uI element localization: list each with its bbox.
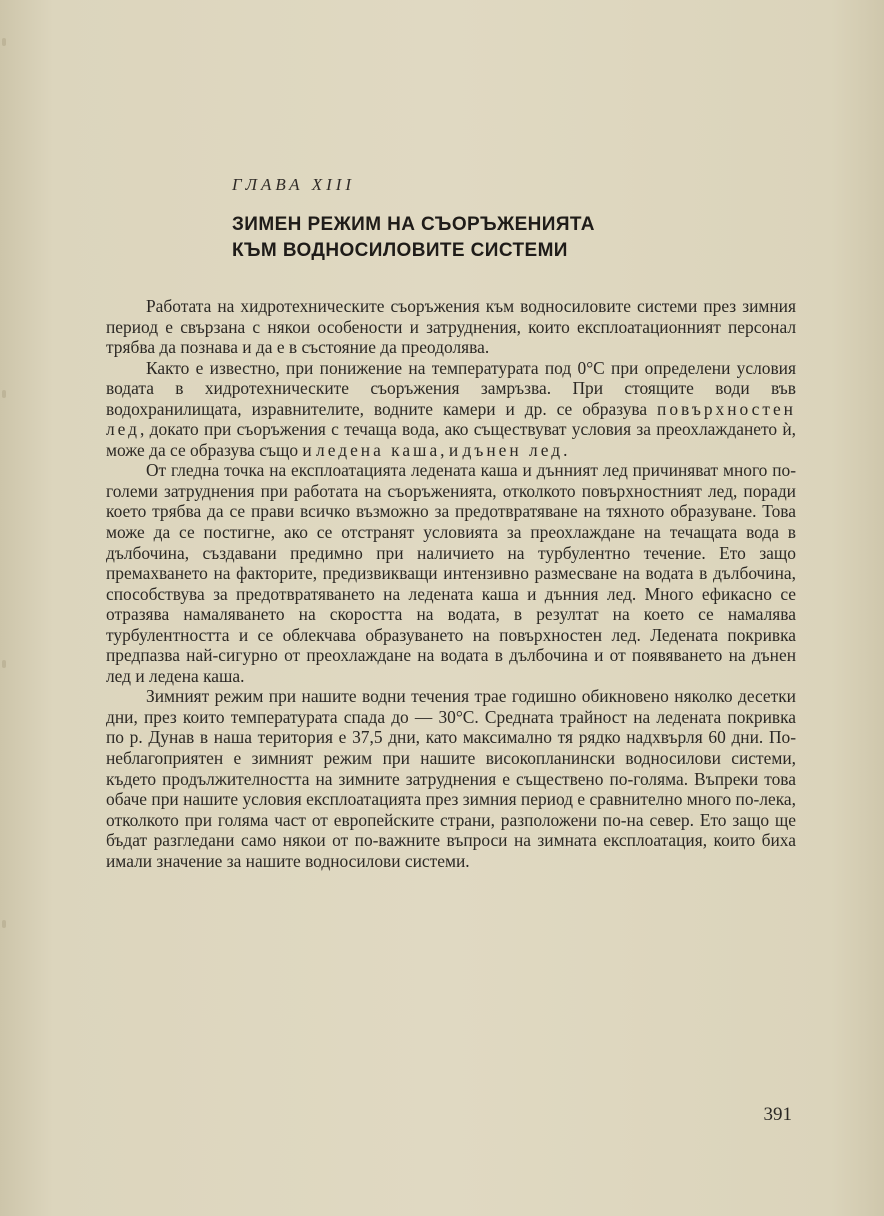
body-text [106, 296, 796, 871]
chapter-title-line-1: ЗИМЕН РЕЖИМ НА СЪОРЪЖЕНИЯТА [232, 214, 595, 235]
chapter-label: ГЛАВА XIII [232, 175, 356, 194]
paragraph-2-text: Както е известно, при понижение на температурата под 0°С при определени условия водата в хидротехническите съоръжения замръзва. При стоящите води във водохранилищата, изравнителите, водните камери и др. се образува [106, 357, 796, 419]
paragraph-2 [106, 358, 796, 461]
margin-mark [2, 38, 6, 46]
paragraph-1: Работата на хидротехническите съоръжения към водносиловите системи през зимния период е свързана с някои особености и затруднения, които експлоатационният персонал трябва да познава и да е в състояние да преодолява. [106, 296, 796, 358]
term-frazil-ice: ледена каша [316, 439, 441, 460]
paragraph-4: Зимният режим при нашите водни течения трае годишно обикновено няколко десетки дни, през които температурата спада до — 30°С. Средната трайност на ледената покривка по р. Дунав в наша територия е 37,5 дни, като максимално тя рядко надхвърля 60 дни. По-неблагоприятен е зимният режим при нашите високопланински водносилови системи, където продължителността на зимните затруднения е съществено по-голяма. Въпреки това обаче при нашите условия експлоатацията през зимния период е сравнително много по-лека, отколкото при голяма част от европейските страни, разположени по-на север. Ето защо ще бъдат разгледани само някои от по-важните въпроси на зимната експлоатация, които биха имали значение за нашите водносилови системи. [106, 686, 796, 871]
chapter-title-line-2: КЪМ ВОДНОСИЛОВИТЕ СИСТЕМИ [232, 240, 568, 261]
page-number: 391 [763, 1104, 792, 1125]
margin-mark [2, 920, 6, 928]
term-anchor-ice: дънен лед [462, 439, 564, 460]
chapter-title [232, 212, 712, 264]
paragraph-2-text: . [563, 439, 568, 460]
paragraph-2-text: , и [440, 439, 463, 460]
term-surface-ice: повърхностен лед [106, 398, 796, 440]
margin-mark [2, 660, 6, 668]
paragraph-3: От гледна точка на експлоатацията ледената каша и дънният лед причиняват много по-големи затруднения при работата на съоръженията, отколкото повърхностният лед, поради което трябва да се прави всичко възможно за предотвратяване на тяхното образуване. Това може да се постигне, ако се отстранят условията за преохлаждане на течащата вода в дълбочина, създавани предимно при наличието на турбулентно течение. Ето защо премахването на факторите, предизвикващи интензивно размесване на водата в дълбочина, способствува за предотвратяването на ледената каша и дънния лед. Много ефикасно се отразява намаляването на скоростта на водата, в резултат на което се намалява турбулентността и се облекчава образуването на повърхностен лед. Ледената покривка предпазва най-сигурно от преохлаждане на водата в дълбочина и от появяването на дънен лед и ледена каша. [106, 460, 796, 686]
paragraph-2-text: , докато при съоръжения с течаща вода, ако съществуват условия за преохлаждането ѝ, може да се образува също и [106, 419, 796, 460]
margin-mark [2, 390, 6, 398]
